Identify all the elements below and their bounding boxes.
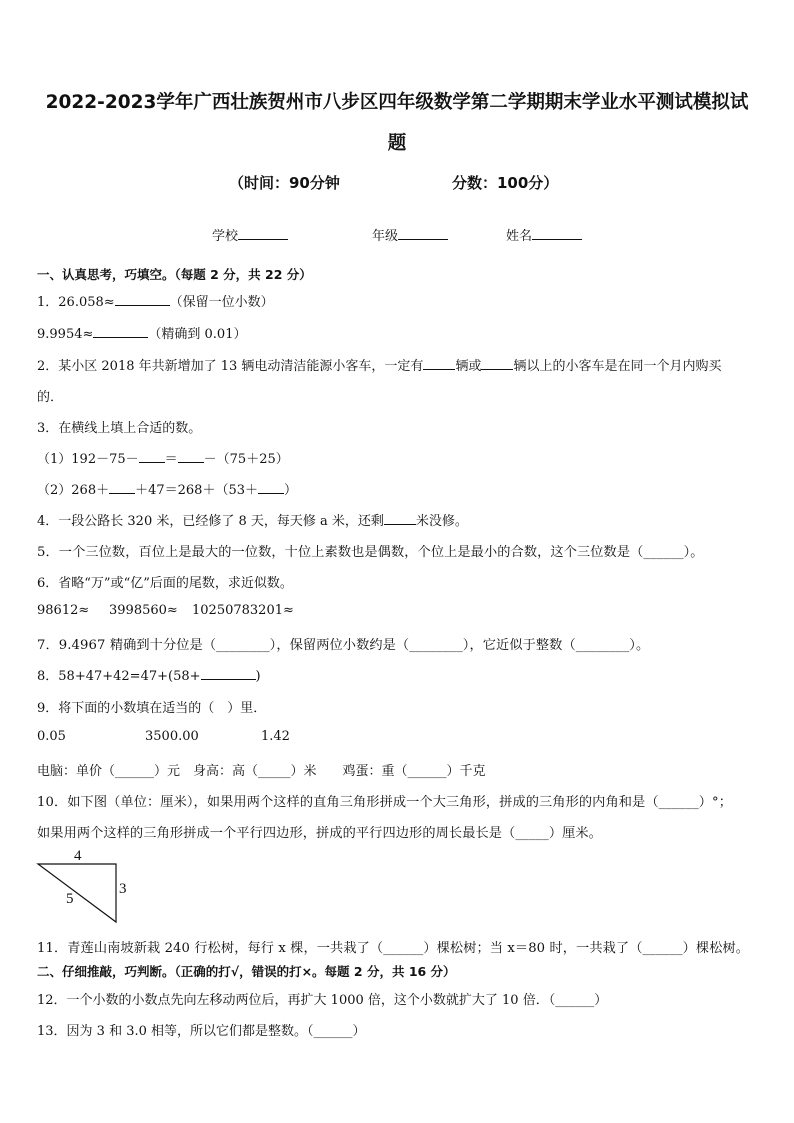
question-1a: 1．26.058≈ （保留一位小数） bbox=[37, 291, 274, 310]
grade-blank[interactable] bbox=[398, 226, 448, 240]
answer-blank[interactable] bbox=[93, 324, 148, 338]
question-3-part1: （1）192－75－ ＝ －（75＋25） bbox=[37, 448, 289, 467]
question-9: 9．将下面的小数填在适当的（ ）里． bbox=[37, 701, 267, 716]
triangle-top-label: 4 bbox=[74, 848, 82, 864]
answer-blank[interactable] bbox=[139, 449, 165, 463]
question-11: 11．青莲山南坡新栽 240 行松树，每行 x 棵，一共栽了（______）棵松树；当 x＝80 时，一共栽了（______）棵松树。 bbox=[37, 941, 750, 956]
school-field[interactable] bbox=[212, 225, 288, 244]
name-blank[interactable] bbox=[532, 226, 582, 240]
name-label: 姓名 bbox=[506, 229, 533, 244]
question-6-item-b: 3998560≈ bbox=[109, 603, 178, 618]
grade-label: 年级 bbox=[372, 229, 399, 244]
question-6: 6．省略“万”或“亿”后面的尾数，求近似数。 bbox=[37, 576, 293, 591]
exam-title-line1: 2022-2023学年广西壮族贺州市八步区四年级数学第二学期期末学业水平测试模拟试 bbox=[45, 92, 749, 113]
question-5: 5．一个三位数，百位上是最大的一位数，十位上素数也是偶数，个位上是最小的合数，这个三位数是（______）。 bbox=[37, 545, 704, 560]
question-2: 2．某小区 2018 年共新增加了 13 辆电动清洁能源小客车，一定有 辆或 辆以上的小客车是在同一个月内购买 bbox=[37, 355, 721, 374]
question-6-item-a: 98612≈ bbox=[37, 603, 90, 618]
exam-time: （时间：90分钟 bbox=[229, 174, 340, 192]
question-1b: 9.9954≈ （精确到 0.01） bbox=[37, 323, 246, 342]
question-8: 8．58+47+42=47+(58+ ) bbox=[37, 665, 261, 684]
question-9-num-a: 0.05 bbox=[37, 729, 66, 744]
section-1-heading: 一、认真思考，巧填空。（每题 2 分，共 22 分） bbox=[37, 267, 312, 282]
right-triangle-figure bbox=[34, 848, 134, 928]
name-field[interactable] bbox=[506, 225, 582, 244]
answer-blank[interactable] bbox=[423, 356, 455, 370]
question-9-num-b: 3500.00 bbox=[145, 729, 199, 744]
triangle-hypotenuse-label: 5 bbox=[66, 891, 74, 907]
question-6-item-c: 10250783201≈ bbox=[192, 603, 294, 618]
section-2-heading: 二、仔细推敲，巧判断。（正确的打√，错误的打×。每题 2 分，共 16 分） bbox=[37, 964, 456, 979]
question-10-line2: 如果用两个这样的三角形拼成一个平行四边形，拼成的平行四边形的周长最长是（_____）厘米。 bbox=[37, 826, 602, 841]
school-blank[interactable] bbox=[238, 226, 288, 240]
question-7: 7．9.4967 精确到十分位是（________），保留两位小数约是（________），它近似于整数（________）。 bbox=[37, 638, 650, 653]
grade-field[interactable] bbox=[372, 225, 448, 244]
question-3-part2: （2）268＋ ＋47＝268＋（53＋ ） bbox=[37, 479, 297, 498]
answer-blank[interactable] bbox=[115, 292, 170, 306]
answer-blank[interactable] bbox=[258, 480, 284, 494]
exam-score: 分数：100分） bbox=[452, 174, 559, 192]
question-2-cont: 的． bbox=[37, 390, 64, 405]
question-12: 12．一个小数的小数点先向左移动两位后，再扩大 1000 倍，这个小数就扩大了 10 倍．（______） bbox=[37, 993, 608, 1008]
answer-blank[interactable] bbox=[481, 356, 513, 370]
answer-blank[interactable] bbox=[109, 480, 135, 494]
question-3: 3．在横线上填上合适的数。 bbox=[37, 421, 202, 436]
exam-title-line2: 题 bbox=[387, 133, 407, 154]
answer-blank[interactable] bbox=[178, 449, 204, 463]
answer-blank[interactable] bbox=[384, 511, 416, 525]
question-9-line2: 电脑：单价（______）元 身高：高（_____）米 鸡蛋：重（______）千克 bbox=[37, 764, 486, 779]
answer-blank[interactable] bbox=[201, 666, 256, 680]
question-13: 13．因为 3 和 3.0 相等，所以它们都是整数。（______） bbox=[37, 1024, 366, 1039]
triangle-right-label: 3 bbox=[119, 881, 127, 897]
school-label: 学校 bbox=[212, 229, 239, 244]
question-10-line1: 10．如下图（单位：厘米），如果用两个这样的直角三角形拼成一个大三角形，拼成的三角形的内角和是（______）°； bbox=[37, 795, 733, 810]
question-4: 4．一段公路长 320 米，已经修了 8 天，每天修 a 米，还剩 米没修。 bbox=[37, 510, 468, 529]
question-9-num-c: 1.42 bbox=[261, 729, 290, 744]
right-triangle-shape bbox=[38, 864, 116, 922]
